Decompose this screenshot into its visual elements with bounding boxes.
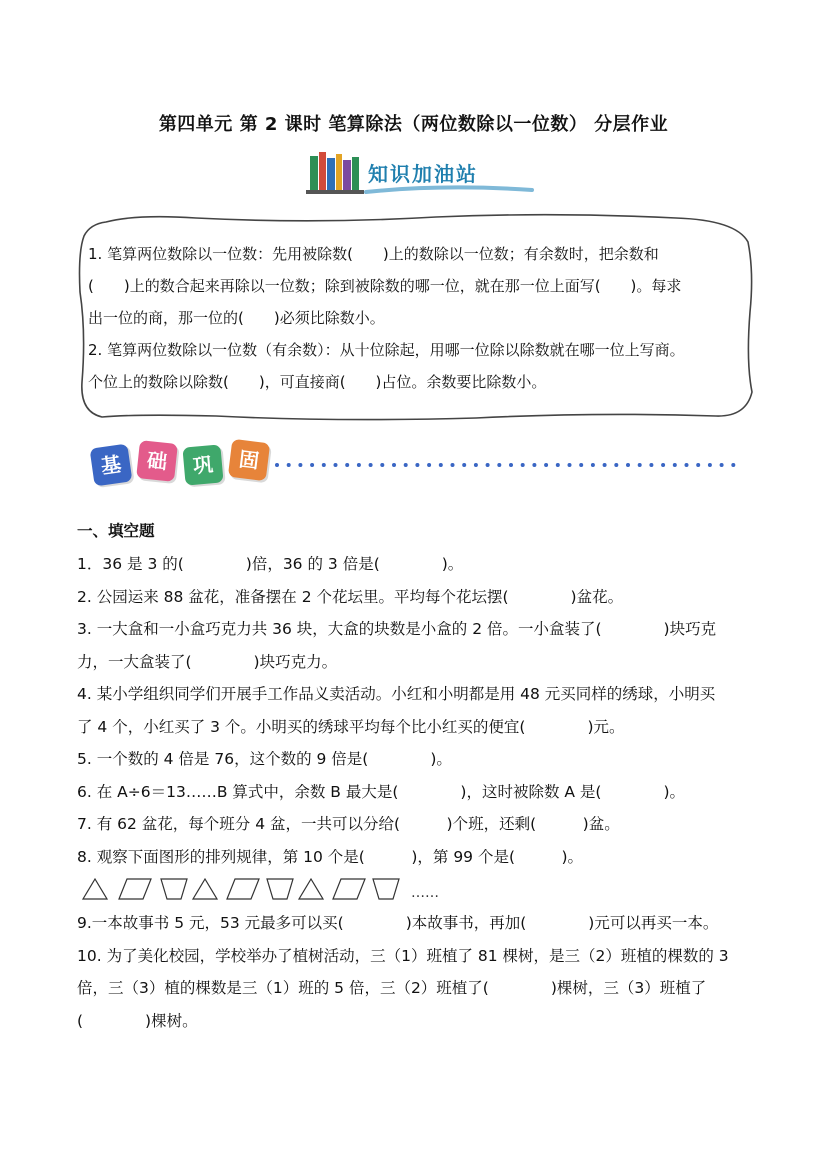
parallelogram-shape xyxy=(119,879,151,899)
dot xyxy=(626,463,630,467)
dot xyxy=(451,463,455,467)
dotted-line-decoration xyxy=(274,462,744,468)
question-line: 2. 公园运来 88 盆花，准备摆在 2 个花坛里。平均每个花坛摆( )盆花。 xyxy=(77,587,624,606)
question-line: 1．36 是 3 的( )倍，36 的 3 倍是( )。 xyxy=(77,555,464,573)
parallelogram-shape xyxy=(333,879,365,899)
triangle-shape xyxy=(193,879,217,899)
dot xyxy=(474,463,478,467)
dot xyxy=(392,463,396,467)
shape-pattern xyxy=(77,873,757,907)
dot xyxy=(579,463,583,467)
question-line: 10. 为了美化校园，学校举办了植树活动，三（1）班植了 81 棵树，是三（2）班植的棵数的 3 xyxy=(77,946,729,965)
badge-tile: 础 xyxy=(136,440,178,482)
dot xyxy=(661,463,665,467)
books-icon xyxy=(306,148,364,194)
dot xyxy=(380,463,384,467)
dot xyxy=(696,463,700,467)
dot xyxy=(334,463,338,467)
dot xyxy=(462,463,466,467)
dot xyxy=(708,463,712,467)
dot xyxy=(287,463,291,467)
dot xyxy=(486,463,490,467)
section-title: 一、填空题 xyxy=(77,522,155,540)
dot xyxy=(415,463,419,467)
practice-banner xyxy=(88,440,748,498)
knowledge-line: 个位上的数除以除数( )，可直接商( )占位。余数要比除数小。 xyxy=(88,373,547,391)
question-line: 倍，三（3）植的棵数是三（1）班的 5 倍，三（2）班植了( )棵树，三（3）班植了 xyxy=(77,979,707,997)
question-line: 力，一大盒装了( )块巧克力。 xyxy=(77,652,338,671)
parallelogram-shape xyxy=(227,879,259,899)
dot xyxy=(357,463,361,467)
question-line: 3. 一大盒和一小盒巧克力共 36 块，大盒的块数是小盒的 2 倍。一小盒装了( )块巧克 xyxy=(77,620,717,638)
dot xyxy=(532,463,536,467)
triangle-shape xyxy=(83,879,107,899)
knowledge-line: 2. 笔算两位数除以一位数（有余数）：从十位除起，用哪一位除以除数就在哪一位上写商。 xyxy=(88,341,685,359)
dot xyxy=(720,463,724,467)
badge-tile: 巩 xyxy=(182,444,223,485)
dot xyxy=(614,463,618,467)
dot xyxy=(673,463,677,467)
dot xyxy=(497,463,501,467)
dot xyxy=(509,463,513,467)
dot xyxy=(298,463,302,467)
knowledge-line: 出一位的商，那一位的( )必须比除数小。 xyxy=(88,309,385,327)
badge-tile: 基 xyxy=(90,444,133,487)
dot xyxy=(731,463,735,467)
dot xyxy=(649,463,653,467)
question-line: 了 4 个，小红买了 3 个。小明买的绣球平均每个比小红买的便宜( )元。 xyxy=(77,717,625,736)
dot xyxy=(439,463,443,467)
dot xyxy=(427,463,431,467)
dot xyxy=(638,463,642,467)
question-line: 5. 一个数的 4 倍是 76，这个数的 9 倍是( )。 xyxy=(77,750,452,768)
dot xyxy=(521,463,525,467)
shape-pattern-figures xyxy=(77,875,457,903)
knowledge-box xyxy=(76,212,756,422)
dot xyxy=(544,463,548,467)
trapezoid-shape xyxy=(373,879,399,899)
knowledge-text xyxy=(88,238,744,398)
dot xyxy=(322,463,326,467)
dot xyxy=(404,463,408,467)
dot xyxy=(591,463,595,467)
question-list xyxy=(77,548,757,1037)
pattern-ellipsis: …… xyxy=(411,885,439,901)
question-line: 7. 有 62 盆花，每个班分 4 盆，一共可以分给( )个班，还剩( )盆。 xyxy=(77,815,620,833)
badge-tile: 固 xyxy=(228,439,270,481)
triangle-shape xyxy=(299,879,323,899)
question-line: 6. 在 A÷6＝13……B 算式中，余数 B 最大是( )，这时被除数 A 是( )。 xyxy=(77,782,686,801)
question-line: 9.一本故事书 5 元，53 元最多可以买( )本故事书，再加( )元可以再买一本。 xyxy=(77,914,719,932)
dot xyxy=(556,463,560,467)
dot xyxy=(275,463,279,467)
knowledge-line: 1. 笔算两位数除以一位数：先用被除数( )上的数除以一位数；有余数时，把余数和 xyxy=(88,245,659,263)
knowledge-line: ( )上的数合起来再除以一位数；除到被除数的哪一位，就在那一位上面写( )。每求 xyxy=(88,277,682,295)
dot xyxy=(603,463,607,467)
dot xyxy=(369,463,373,467)
dot xyxy=(345,463,349,467)
swoosh-decoration xyxy=(364,182,534,196)
question-line: 4. 某小学组织同学们开展手工作品义卖活动。小红和小明都是用 48 元买同样的绣球，小明买 xyxy=(77,685,716,703)
question-line: ( )棵树。 xyxy=(77,1011,198,1030)
trapezoid-shape xyxy=(161,879,187,899)
dot xyxy=(310,463,314,467)
knowledge-banner xyxy=(306,148,536,196)
knowledge-banner-text: 知识加油站 xyxy=(368,162,478,186)
dot xyxy=(685,463,689,467)
dot xyxy=(568,463,572,467)
page-title: 第四单元 第 2 课时 笔算除法（两位数除以一位数） 分层作业 xyxy=(158,114,669,135)
question-line: 8. 观察下面图形的排列规律，第 10 个是( )，第 99 个是( )。 xyxy=(77,847,584,866)
trapezoid-shape xyxy=(267,879,293,899)
